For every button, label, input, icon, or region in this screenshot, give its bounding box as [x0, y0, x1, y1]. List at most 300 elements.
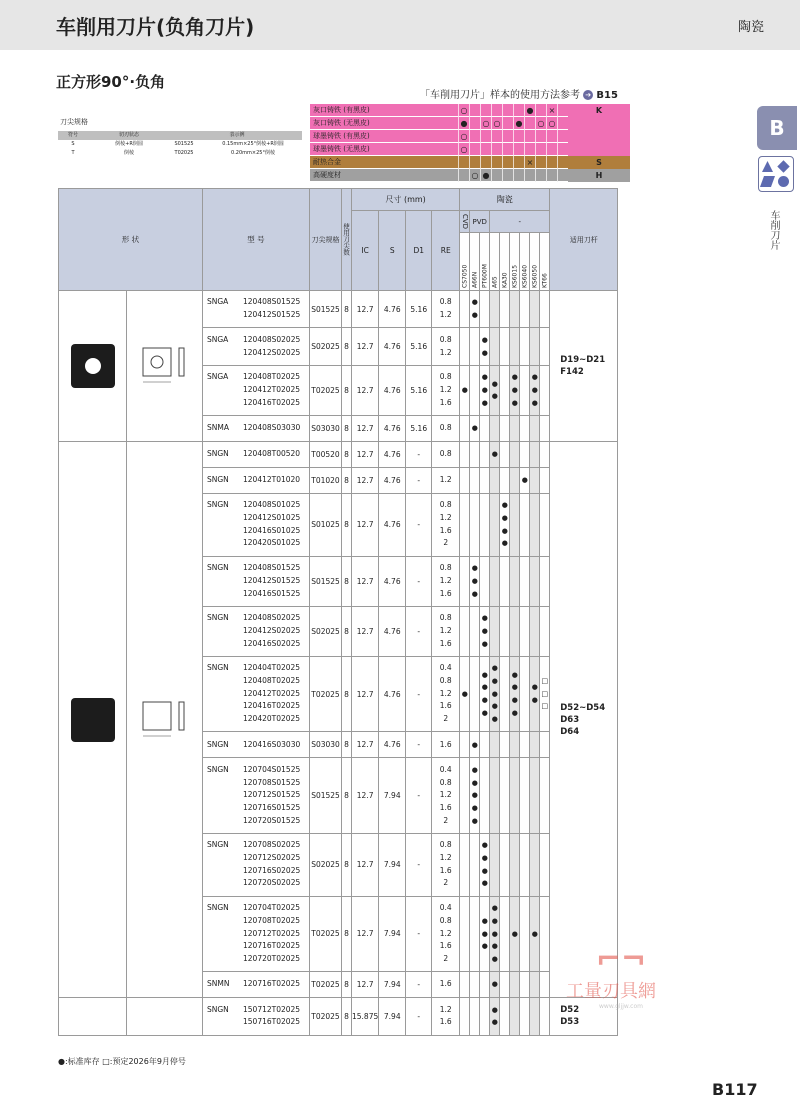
- material-mark: ●: [524, 104, 535, 117]
- grade-availability-cell: [540, 606, 550, 656]
- d1-cell: -: [406, 732, 432, 758]
- grade-availability-cell: [520, 656, 530, 732]
- insert-spec-table: [58, 188, 618, 1036]
- series-code: SNGN: [207, 764, 229, 774]
- stock-mark: ●: [511, 385, 518, 394]
- grade-availability-cell: [490, 291, 500, 328]
- ic-cell: 12.7: [352, 606, 379, 656]
- ic-cell: 12.7: [352, 493, 379, 556]
- grade-availability-cell: [520, 291, 530, 328]
- material-mark: [535, 156, 546, 169]
- series-code: SNMA: [207, 423, 229, 433]
- grade-header: KA30: [500, 233, 510, 291]
- stock-mark: ●: [491, 664, 498, 673]
- series-code: SNMN: [207, 979, 230, 989]
- model-number: 120720T02025: [243, 953, 301, 963]
- grade-availability-cell: [460, 833, 470, 896]
- stock-mark: □: [541, 677, 549, 686]
- grade-availability-cell: [490, 365, 500, 415]
- material-label: 耐热合金: [310, 156, 458, 169]
- grade-availability-cell: [470, 291, 480, 328]
- stock-mark: ●: [471, 424, 478, 433]
- grade-availability-cell: [530, 291, 540, 328]
- re-cell: 0.8 1.2 1.6 2: [432, 493, 460, 556]
- d1-cell: -: [406, 758, 432, 834]
- grade-availability-cell: [520, 365, 530, 415]
- grade-availability-cell: [510, 833, 520, 896]
- stock-mark: ●: [481, 929, 488, 938]
- model-cell: [203, 467, 310, 493]
- grade-header: KS6050: [530, 233, 540, 291]
- ic-cell: 12.7: [352, 758, 379, 834]
- grade-availability-cell: [480, 732, 490, 758]
- s-cell: 7.94: [379, 972, 406, 998]
- grade-availability-cell: [480, 556, 490, 606]
- d1-cell: -: [406, 972, 432, 998]
- material-mark: [524, 143, 535, 156]
- grade-availability-cell: [500, 467, 510, 493]
- grade-availability-cell: [520, 758, 530, 834]
- re-cell: 0.8 1.2 1.6: [432, 606, 460, 656]
- stock-mark: ●: [481, 841, 488, 850]
- s-cell: 4.76: [379, 656, 406, 732]
- grade-availability-cell: [460, 493, 470, 556]
- model-number: 120416S01525: [243, 588, 301, 598]
- grade-availability-cell: [530, 833, 540, 896]
- material-mark: ○: [469, 169, 480, 182]
- re-header: RE: [432, 211, 460, 291]
- s-cell: 4.76: [379, 291, 406, 328]
- grade-availability-cell: [480, 972, 490, 998]
- grade-header: KS6040: [520, 233, 530, 291]
- table-row: [59, 441, 618, 467]
- stock-mark: ●: [491, 677, 498, 686]
- material-mark: [469, 143, 480, 156]
- stock-mark: ●: [531, 929, 538, 938]
- grade-header: KT66: [540, 233, 550, 291]
- stock-mark: ●: [491, 942, 498, 951]
- series-code: SNGN: [207, 475, 229, 485]
- material-mark: [546, 130, 557, 143]
- grade-availability-cell: [530, 732, 540, 758]
- material-mark: [546, 143, 557, 156]
- model-cell: [203, 758, 310, 834]
- grade-availability-cell: [490, 833, 500, 896]
- grade-availability-cell: [500, 441, 510, 467]
- grade-availability-cell: [510, 656, 520, 732]
- tip-spec-cell: T01020: [310, 467, 342, 493]
- grade-availability-cell: [500, 606, 510, 656]
- grade-availability-cell: [510, 732, 520, 758]
- material-mark: [535, 143, 546, 156]
- material-mark: ○: [535, 117, 546, 130]
- holder-header: 适用刀杆: [550, 189, 618, 291]
- material-mark: ●: [513, 117, 524, 130]
- tip-spec-cell: S01525: [310, 758, 342, 834]
- grade-availability-cell: [490, 556, 500, 606]
- corners-cell: 8: [342, 467, 352, 493]
- table-row: [59, 998, 618, 1035]
- grade-header: PT600M: [480, 233, 490, 291]
- grade-availability-cell: [500, 556, 510, 606]
- material-mark: [535, 130, 546, 143]
- grade-availability-cell: [500, 972, 510, 998]
- material-mark: [557, 156, 568, 169]
- tip-spec-cell: S01525: [310, 291, 342, 328]
- s-cell: 4.76: [379, 606, 406, 656]
- ic-cell: 12.7: [352, 656, 379, 732]
- grade-availability-cell: [490, 998, 500, 1035]
- insert-diagram-icon: [135, 694, 195, 744]
- grade-availability-cell: [460, 467, 470, 493]
- grade-availability-cell: [460, 606, 470, 656]
- material-label: 灰口铸铁 (有黑皮): [310, 104, 458, 117]
- material-mark: [513, 104, 524, 117]
- stock-mark: ●: [511, 696, 518, 705]
- model-cell: [203, 493, 310, 556]
- insert-image-icon: [71, 698, 115, 742]
- corners-cell: 8: [342, 656, 352, 732]
- corners-cell: 8: [342, 556, 352, 606]
- model-number: 120420T02025: [243, 714, 301, 724]
- grade-availability-cell: [540, 896, 550, 972]
- material-mark: [458, 156, 469, 169]
- grade-availability-cell: [520, 493, 530, 556]
- grade-availability-cell: [490, 732, 500, 758]
- model-number: 120704T02025: [243, 903, 301, 913]
- reference-page[interactable]: B15: [596, 90, 618, 101]
- model-cell: [203, 896, 310, 972]
- page-title: 车削用刀片(负角刀片): [56, 15, 255, 39]
- pvd-header: PVD: [470, 211, 490, 233]
- material-mark: [513, 143, 524, 156]
- material-mark: [458, 169, 469, 182]
- page-number: B117: [712, 1080, 758, 1099]
- corners-cell: 8: [342, 606, 352, 656]
- grade-availability-cell: [480, 365, 490, 415]
- stock-mark: ●: [511, 670, 518, 679]
- stock-mark: ●: [481, 639, 488, 648]
- grade-availability-cell: [470, 998, 480, 1035]
- model-number: 120404T02025: [243, 663, 301, 673]
- section-title: 正方形90°·负角: [56, 73, 166, 91]
- grade-availability-cell: [540, 972, 550, 998]
- stock-mark: ●: [511, 398, 518, 407]
- insert-drawing: [127, 441, 203, 997]
- grade-availability-cell: [520, 441, 530, 467]
- corners-cell: 8: [342, 833, 352, 896]
- grade-availability-cell: [490, 328, 500, 365]
- s-cell: 4.76: [379, 556, 406, 606]
- grade-availability-cell: [530, 606, 540, 656]
- grade-header: A65: [490, 233, 500, 291]
- model-number: 120408S01525: [243, 563, 301, 573]
- stock-mark: ●: [471, 298, 478, 307]
- s-cell: 4.76: [379, 467, 406, 493]
- stock-mark: ●: [481, 348, 488, 357]
- grade-availability-cell: [530, 441, 540, 467]
- model-number: 120416T02025: [243, 397, 301, 407]
- watermark: [566, 942, 676, 1012]
- grade-availability-cell: [510, 441, 520, 467]
- material-mark: [491, 143, 502, 156]
- corners-cell: 8: [342, 365, 352, 415]
- stock-mark: ●: [481, 942, 488, 951]
- stock-mark: ●: [531, 398, 538, 407]
- grade-availability-cell: [500, 758, 510, 834]
- material-mark: ×: [524, 156, 535, 169]
- footer-legend: ●:标准库存 □:预定2026年9月停号: [58, 1057, 186, 1066]
- re-cell: 0.8: [432, 441, 460, 467]
- material-code: [568, 130, 630, 143]
- grade-availability-cell: [500, 656, 510, 732]
- material-mark: [535, 104, 546, 117]
- grade-availability-cell: [530, 998, 540, 1035]
- series-code: SNGN: [207, 613, 229, 623]
- s-cell: 4.76: [379, 415, 406, 441]
- grade-availability-cell: [490, 415, 500, 441]
- material-mark: [513, 130, 524, 143]
- stock-mark: ●: [491, 954, 498, 963]
- material-mark: [557, 117, 568, 130]
- grade-availability-cell: [480, 441, 490, 467]
- material-mark: [480, 130, 491, 143]
- grade-availability-cell: [500, 415, 510, 441]
- grade-availability-cell: [470, 365, 480, 415]
- material-row: [310, 117, 630, 130]
- stock-mark: ●: [471, 803, 478, 812]
- material-row: [310, 156, 630, 169]
- grade-availability-cell: [540, 833, 550, 896]
- material-mark: [546, 169, 557, 182]
- model-number: 120408S01025: [243, 500, 301, 510]
- table-row: [59, 291, 618, 328]
- grade-availability-cell: [480, 291, 490, 328]
- grade-availability-cell: [480, 656, 490, 732]
- stock-mark: ●: [461, 385, 468, 394]
- tip-spec-cell: S01025: [310, 493, 342, 556]
- model-cell: [203, 606, 310, 656]
- grade-availability-cell: [510, 493, 520, 556]
- s-cell: 7.94: [379, 896, 406, 972]
- grade-availability-cell: [470, 415, 480, 441]
- grade-availability-cell: [460, 732, 470, 758]
- grade-availability-cell: [520, 467, 530, 493]
- s-cell: 4.76: [379, 441, 406, 467]
- ic-cell: 12.7: [352, 556, 379, 606]
- grade-availability-cell: [500, 493, 510, 556]
- grade-availability-cell: [460, 415, 470, 441]
- stock-mark: ●: [511, 929, 518, 938]
- material-code: [568, 117, 630, 130]
- re-cell: 0.8: [432, 415, 460, 441]
- grade-availability-cell: [520, 556, 530, 606]
- re-cell: 0.8 1.2 1.6: [432, 365, 460, 415]
- grade-availability-cell: [480, 493, 490, 556]
- insert-diagram-icon: [135, 340, 195, 390]
- grade-availability-cell: [540, 493, 550, 556]
- grade-availability-cell: [520, 833, 530, 896]
- corners-cell: 8: [342, 758, 352, 834]
- grade-header: A66N: [470, 233, 480, 291]
- side-tab-letter[interactable]: B: [757, 106, 797, 150]
- stock-mark: ●: [471, 311, 478, 320]
- grade-availability-cell: [520, 998, 530, 1035]
- grade-availability-cell: [470, 972, 480, 998]
- material-mark: [502, 130, 513, 143]
- grade-availability-cell: [470, 896, 480, 972]
- grade-availability-cell: [490, 896, 500, 972]
- d1-header: D1: [406, 211, 432, 291]
- material-mark: ○: [458, 143, 469, 156]
- stock-mark: ●: [481, 866, 488, 875]
- re-cell: 0.8 1.2: [432, 328, 460, 365]
- material-mark: ○: [480, 117, 491, 130]
- d1-cell: -: [406, 998, 432, 1035]
- dash-header: -: [490, 211, 550, 233]
- material-row: [310, 104, 630, 117]
- grade-availability-cell: [500, 291, 510, 328]
- material-code: [568, 143, 630, 156]
- grade-availability-cell: [460, 291, 470, 328]
- d1-cell: -: [406, 441, 432, 467]
- corners-cell: 8: [342, 291, 352, 328]
- ceramic-header: 陶瓷: [460, 189, 550, 211]
- grade-availability-cell: [510, 291, 520, 328]
- d1-cell: 5.16: [406, 291, 432, 328]
- stock-mark: ●: [481, 879, 488, 888]
- material-row: [310, 169, 630, 182]
- grade-availability-cell: [460, 556, 470, 606]
- tip-spec-header: 刀尖规格: [310, 189, 342, 291]
- insert-shapes-icon: [758, 156, 794, 192]
- grade-availability-cell: [500, 732, 510, 758]
- series-code: SNGN: [207, 663, 229, 673]
- material-mark: [557, 104, 568, 117]
- stock-mark: ●: [531, 683, 538, 692]
- page-header: [0, 0, 800, 50]
- stock-mark: ●: [501, 526, 508, 535]
- grade-availability-cell: [500, 833, 510, 896]
- material-mark: [513, 156, 524, 169]
- model-number: 120720S02025: [243, 878, 301, 888]
- ic-cell: 15.875: [352, 998, 379, 1035]
- holder-cell: D52 D53: [550, 998, 618, 1035]
- stock-mark: ●: [511, 683, 518, 692]
- stock-mark: ●: [471, 576, 478, 585]
- series-code: SNGN: [207, 500, 229, 510]
- grade-availability-cell: [530, 972, 540, 998]
- stock-mark: ●: [481, 708, 488, 717]
- ic-cell: 12.7: [352, 467, 379, 493]
- material-mark: [480, 104, 491, 117]
- model-number: 120712S01525: [243, 790, 301, 800]
- series-code: SNGA: [207, 297, 229, 307]
- ic-cell: 12.7: [352, 972, 379, 998]
- material-label: 球墨铸铁 (无黑皮): [310, 143, 458, 156]
- corners-cell: 8: [342, 972, 352, 998]
- grade-availability-cell: [470, 656, 480, 732]
- grade-availability-cell: [480, 998, 490, 1035]
- ic-cell: 12.7: [352, 896, 379, 972]
- model-number: 120716S02025: [243, 865, 301, 875]
- material-mark: [546, 156, 557, 169]
- stock-mark: ●: [491, 916, 498, 925]
- model-header: 型 号: [203, 189, 310, 291]
- model-number: 120412T02025: [243, 688, 301, 698]
- model-number: 120412S02025: [243, 347, 301, 357]
- ic-header: IC: [352, 211, 379, 291]
- grade-availability-cell: [520, 415, 530, 441]
- corners-cell: 8: [342, 732, 352, 758]
- stock-mark: ●: [501, 501, 508, 510]
- material-mark: [502, 104, 513, 117]
- insert-drawing: [127, 291, 203, 442]
- grade-availability-cell: [500, 328, 510, 365]
- grade-availability-cell: [490, 758, 500, 834]
- series-code: SNGN: [207, 1004, 229, 1014]
- re-cell: 0.4 0.8 1.2 1.6 2: [432, 896, 460, 972]
- material-mark: [513, 169, 524, 182]
- grade-availability-cell: [510, 467, 520, 493]
- series-code: SNGA: [207, 372, 229, 382]
- model-number: 120412S02025: [243, 625, 301, 635]
- tip-legend-title: 刀尖规格: [60, 118, 88, 126]
- reference-note[interactable]: [420, 86, 618, 101]
- stock-mark: □: [541, 702, 549, 711]
- grade-availability-cell: [510, 758, 520, 834]
- s-header: S: [379, 211, 406, 291]
- series-code: SNGA: [207, 334, 229, 344]
- material-mark: [557, 169, 568, 182]
- grade-availability-cell: [540, 732, 550, 758]
- stock-mark: ●: [491, 689, 498, 698]
- s-cell: 4.76: [379, 365, 406, 415]
- stock-mark: ●: [471, 778, 478, 787]
- cvd-header: CVD: [460, 211, 470, 233]
- corners-cell: 8: [342, 493, 352, 556]
- grade-availability-cell: [480, 896, 490, 972]
- s-cell: 7.94: [379, 998, 406, 1035]
- material-label: 高硬度材: [310, 169, 458, 182]
- material-mark: ●: [480, 169, 491, 182]
- material-label: 灰口铸铁 (无黑皮): [310, 117, 458, 130]
- stock-mark: ●: [491, 450, 498, 459]
- grade-availability-cell: [490, 493, 500, 556]
- watermark-logo-icon: ⌐¬: [595, 942, 647, 977]
- model-number: 120708T02025: [243, 915, 301, 925]
- stock-mark: ●: [471, 791, 478, 800]
- grade-availability-cell: [460, 441, 470, 467]
- tip-spec-cell: T00520: [310, 441, 342, 467]
- stock-mark: ●: [471, 564, 478, 573]
- stock-mark: ●: [531, 373, 538, 382]
- material-mark: [524, 169, 535, 182]
- material-mark: [480, 143, 491, 156]
- grade-availability-cell: [480, 328, 490, 365]
- grade-availability-cell: [540, 441, 550, 467]
- model-cell: [203, 415, 310, 441]
- grade-availability-cell: [460, 972, 470, 998]
- grade-availability-cell: [540, 758, 550, 834]
- corners-header: 使用刀尖数: [342, 189, 352, 291]
- tip-spec-cell: T02025: [310, 656, 342, 732]
- material-row: [310, 143, 630, 156]
- model-number: 120712S02025: [243, 853, 301, 863]
- model-number: 120716T02025: [243, 941, 301, 951]
- insert-image-icon: [71, 344, 115, 388]
- grade-availability-cell: [540, 328, 550, 365]
